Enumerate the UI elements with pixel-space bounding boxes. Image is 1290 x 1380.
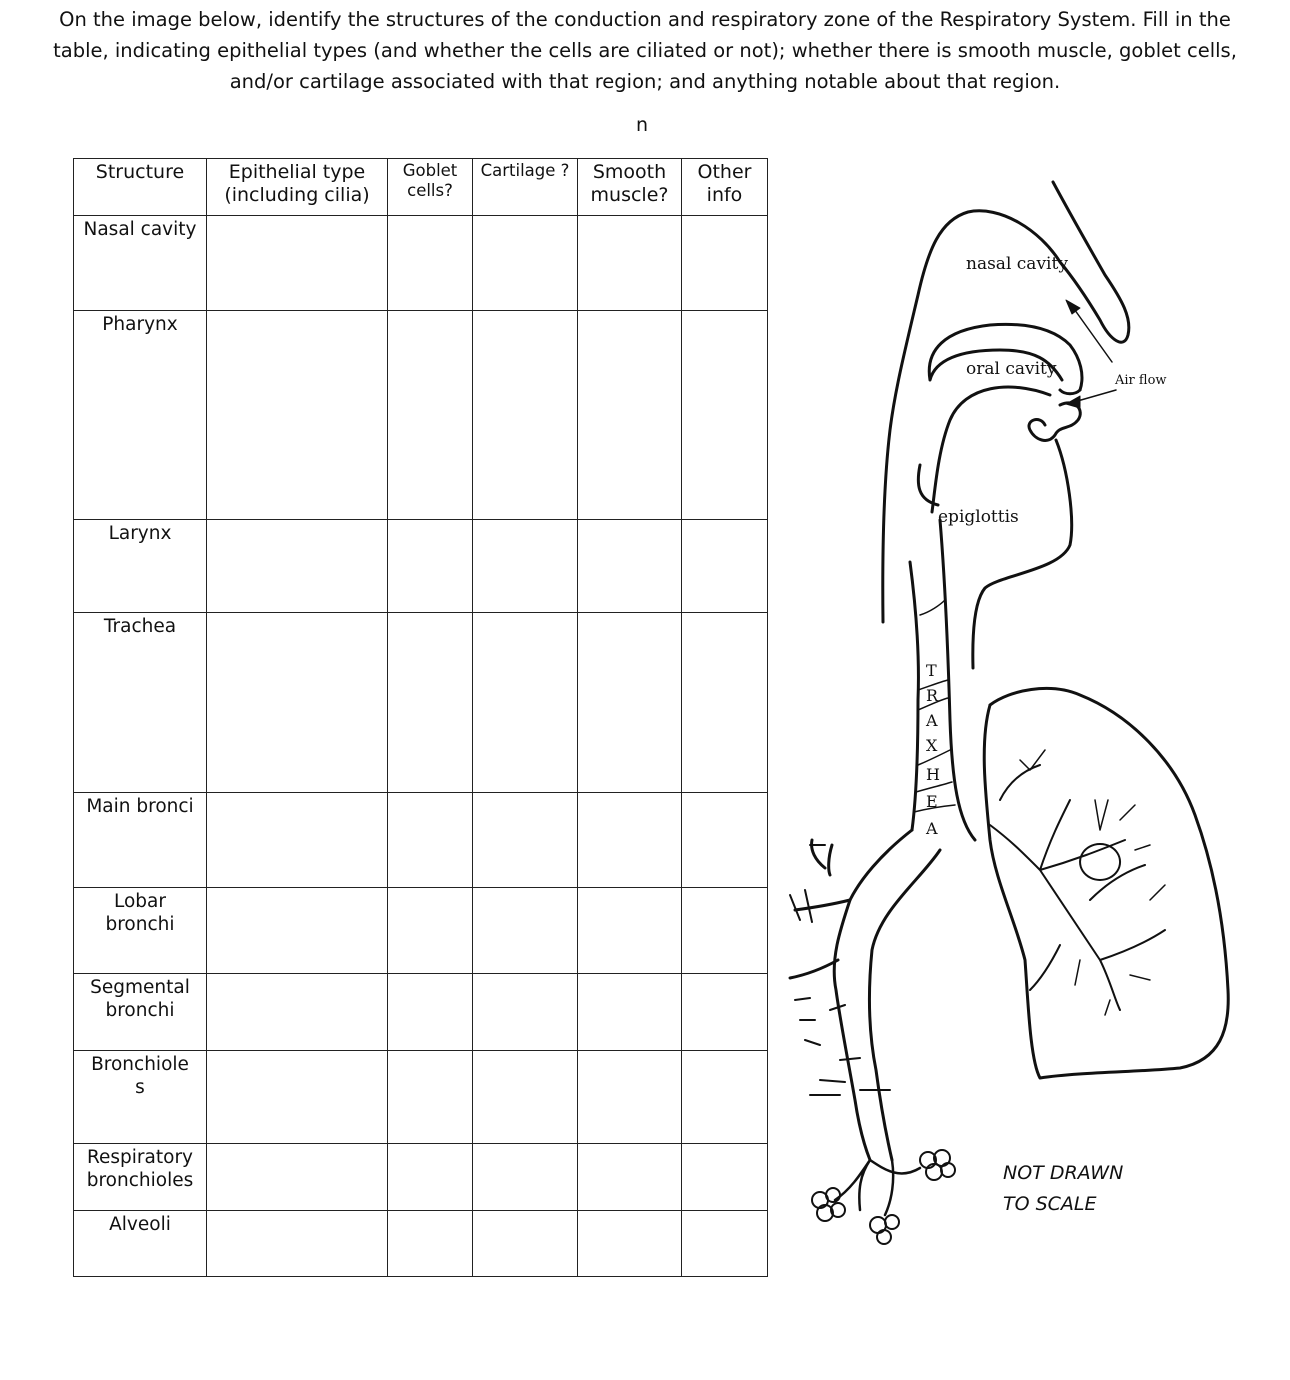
answer-cell[interactable] <box>578 520 682 613</box>
answer-cell[interactable] <box>682 520 768 613</box>
table-row <box>74 1144 768 1211</box>
answer-cell[interactable] <box>207 1211 388 1277</box>
answer-cell[interactable] <box>473 216 578 311</box>
answer-cell[interactable] <box>388 1144 473 1211</box>
answer-cell[interactable] <box>578 793 682 888</box>
header-goblet-cells: Goblet cells? <box>388 159 473 216</box>
trachea-letter: A <box>926 819 938 838</box>
answer-cell[interactable] <box>473 1211 578 1277</box>
answer-cell[interactable] <box>473 974 578 1051</box>
answer-cell[interactable] <box>388 888 473 974</box>
answer-cell[interactable] <box>388 520 473 613</box>
answer-cell[interactable] <box>207 888 388 974</box>
palate <box>929 324 1082 390</box>
answer-cell[interactable] <box>207 1051 388 1144</box>
left-main-bronchus <box>834 830 940 1160</box>
row-label: Pharynx <box>74 311 207 520</box>
not-to-scale-note <box>1003 1158 1123 1220</box>
row-label: Nasal cavity <box>74 216 207 311</box>
answer-cell[interactable] <box>388 1211 473 1277</box>
answer-cell[interactable] <box>473 520 578 613</box>
table-row <box>74 613 768 793</box>
trachea-left-wall <box>910 562 918 830</box>
trachea-letter: X <box>926 736 938 755</box>
answer-cell[interactable] <box>207 974 388 1051</box>
answer-cell[interactable] <box>682 613 768 793</box>
answer-cell[interactable] <box>578 974 682 1051</box>
row-label: Bronchiole s <box>74 1051 207 1144</box>
answer-cell[interactable] <box>682 888 768 974</box>
trachea-letter: R <box>926 686 939 705</box>
trachea-letter: A <box>926 711 938 730</box>
left-upper-branch <box>790 840 850 978</box>
stray-character: n <box>636 114 649 136</box>
answer-cell[interactable] <box>207 216 388 311</box>
tongue <box>1029 390 1080 440</box>
answer-cell[interactable] <box>578 613 682 793</box>
header-structure: Structure <box>74 159 207 216</box>
answer-cell[interactable] <box>682 216 768 311</box>
header-row <box>74 159 768 216</box>
row-label: Alveoli <box>74 1211 207 1277</box>
answer-cell[interactable] <box>578 888 682 974</box>
row-label: Respiratory bronchioles <box>74 1144 207 1211</box>
answer-cell[interactable] <box>473 613 578 793</box>
head-outline <box>883 182 1129 622</box>
air-flow-label: Air flow <box>1115 373 1167 388</box>
header-smooth-muscle: Smooth muscle? <box>578 159 682 216</box>
answer-cell[interactable] <box>388 311 473 520</box>
table-row <box>74 793 768 888</box>
answer-cell[interactable] <box>388 613 473 793</box>
respiratory-system-diagram <box>775 160 1255 1260</box>
answer-cell[interactable] <box>207 613 388 793</box>
answer-cell[interactable] <box>388 1051 473 1144</box>
row-label: Main bronci <box>74 793 207 888</box>
answer-cell[interactable] <box>578 311 682 520</box>
pharynx-inner <box>932 387 1072 668</box>
table-row <box>74 1211 768 1277</box>
answer-cell[interactable] <box>682 1051 768 1144</box>
answer-cell[interactable] <box>207 1144 388 1211</box>
answer-cell[interactable] <box>682 1211 768 1277</box>
answer-cell[interactable] <box>207 311 388 520</box>
row-label: Lobar bronchi <box>74 888 207 974</box>
table-row <box>74 216 768 311</box>
row-label: Segmental bronchi <box>74 974 207 1051</box>
answer-cell[interactable] <box>388 793 473 888</box>
table-row <box>74 311 768 520</box>
answer-cell[interactable] <box>207 520 388 613</box>
answer-cell[interactable] <box>207 793 388 888</box>
trachea-vertical-label <box>925 661 940 838</box>
answer-cell[interactable] <box>388 974 473 1051</box>
answer-cell[interactable] <box>682 1144 768 1211</box>
answer-cell[interactable] <box>578 216 682 311</box>
trachea-letter: T <box>926 661 937 680</box>
table-row <box>74 1051 768 1144</box>
answer-cell[interactable] <box>578 1144 682 1211</box>
worksheet-table <box>73 158 768 1277</box>
row-label: Larynx <box>74 520 207 613</box>
alveoli-clusters <box>812 1150 955 1244</box>
table-row <box>74 974 768 1051</box>
answer-cell[interactable] <box>682 311 768 520</box>
answer-cell[interactable] <box>682 793 768 888</box>
answer-cell[interactable] <box>473 888 578 974</box>
note-line-1: NOT DRAWN <box>1003 1162 1124 1184</box>
nasal-cavity-label: nasal cavity <box>966 254 1068 274</box>
answer-cell[interactable] <box>473 1144 578 1211</box>
air-flow-pointer-line <box>1072 306 1116 402</box>
answer-cell[interactable] <box>578 1211 682 1277</box>
table-row <box>74 520 768 613</box>
terminal-bronchioles <box>835 1160 920 1215</box>
answer-cell[interactable] <box>578 1051 682 1144</box>
answer-cell[interactable] <box>473 793 578 888</box>
header-other-info: Other info <box>682 159 768 216</box>
trachea-letter: H <box>926 765 940 784</box>
row-label: Trachea <box>74 613 207 793</box>
table-row <box>74 888 768 974</box>
lung-outline <box>984 688 1228 1078</box>
air-flow-arrowhead-up <box>1066 300 1080 314</box>
header-cartilage: Cartilage ? <box>473 159 578 216</box>
header-epithelial-type: Epithelial type (including cilia) <box>207 159 388 216</box>
epiglottis-label: epiglottis <box>938 507 1019 527</box>
answer-cell[interactable] <box>473 311 578 520</box>
trachea-letter: E <box>926 792 938 811</box>
answer-cell[interactable] <box>388 216 473 311</box>
instructions-text: On the image below, identify the structures of the conduction and respiratory zone of the Respiratory System. Fill in the table, indicating epithelial types (and whether the cells are ciliated or not); whether there is smooth muscle, goblet cells, and/or cartilage associated with that region; and anything notable about that region. <box>53 8 1237 93</box>
answer-cell[interactable] <box>473 1051 578 1144</box>
note-line-2: TO SCALE <box>1003 1193 1097 1215</box>
oral-cavity-label: oral cavity <box>966 359 1057 379</box>
answer-cell[interactable] <box>682 974 768 1051</box>
